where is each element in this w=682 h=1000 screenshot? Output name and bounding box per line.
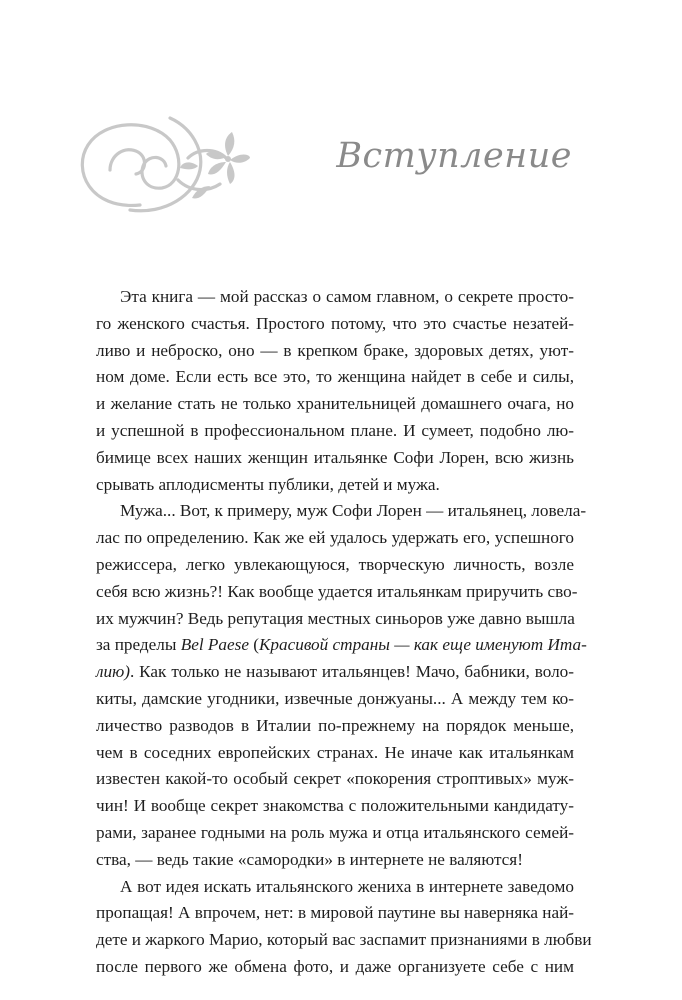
italic-run: Красивой страны — как еще именуют Ита- bbox=[259, 635, 587, 655]
text-line: киты, дамские угодники, извечные донжуаны... А между тем ко- bbox=[96, 688, 574, 708]
text-line: личество разводов в Италии по-прежнему на порядок меньше, bbox=[96, 715, 574, 735]
text-run: ( bbox=[248, 635, 259, 655]
text-line: режиссера, легко увлекающуюся, творческую личность, возле bbox=[96, 554, 574, 574]
text-line: ства, — ведь такие «самородки» в интернете не валяются! bbox=[96, 849, 523, 869]
italic-run: Bel Paese bbox=[180, 635, 249, 655]
text-line: их мужчин? Ведь репутация местных синьоров уже давно вышла bbox=[96, 608, 575, 628]
text-line: Эта книга — мой рассказ о самом главном, о секрете просто- bbox=[120, 287, 574, 306]
text-run: . Как только не называют итальянцев! Мачо, бабники, воло- bbox=[129, 662, 574, 682]
text-line: известен какой-то особый секрет «покорения строптивых» муж- bbox=[96, 769, 574, 789]
text-line: го женского счастья. Простого потому, что это счастье незатей- bbox=[96, 313, 574, 333]
text-line: срывать аплодисменты публики, детей и мужа. bbox=[96, 474, 440, 494]
text-line: ном доме. Если есть все это, то женщина найдет в себе и силы, bbox=[96, 367, 574, 387]
text-line: ливо и неброско, оно — в крепком браке, здоровых детях, уют- bbox=[96, 340, 574, 360]
text-line: дете и жаркого Марио, который вас заспамит признаниями в любви bbox=[96, 930, 592, 950]
text-line: себя всю жизнь?! Как вообще удается итальянкам приручить сво- bbox=[96, 581, 578, 601]
text-line: после первого же обмена фото, и даже организуете себе с ним bbox=[96, 956, 574, 976]
text-line-italic-mix bbox=[96, 659, 574, 686]
text-run: за пределы bbox=[96, 635, 181, 655]
text-line: чин! И вообще секрет знакомства с положительными кандидату- bbox=[96, 796, 574, 816]
italic-run: лию) bbox=[96, 662, 130, 682]
text-line-italic-mix bbox=[96, 632, 587, 659]
paragraph-1 bbox=[96, 284, 574, 498]
paragraph-2 bbox=[96, 498, 587, 873]
text-line: рами, заранее годными на роль мужа и отца итальянского семей- bbox=[96, 822, 574, 842]
text-line: пропащая! А впрочем, нет: в мировой паутине вы наверняка най- bbox=[96, 903, 574, 923]
text-line: чем в соседних европейских странах. Не иначе как итальянкам bbox=[96, 742, 574, 762]
swirl-flower-ornament-icon bbox=[70, 100, 250, 220]
text-line: Мужа... Вот, к примеру, муж Софи Лорен — итальянец, ловела- bbox=[120, 501, 587, 521]
text-line: лас по определению. Как же ей удалось удержать его, успешного bbox=[96, 528, 574, 548]
text-line: и успешной в профессиональном плане. И сумеет, подобно лю- bbox=[96, 420, 574, 440]
text-line: и желание стать не только хранительницей домашнего очага, но bbox=[96, 394, 574, 414]
body-text bbox=[96, 284, 592, 981]
text-line: А вот идея искать итальянского жениха в интернете заведомо bbox=[120, 876, 574, 896]
chapter-title: Вступление bbox=[336, 136, 572, 176]
paragraph-3 bbox=[96, 874, 592, 981]
text-line: бимице всех наших женщин итальянке Софи Лорен, всю жизнь bbox=[96, 447, 574, 467]
